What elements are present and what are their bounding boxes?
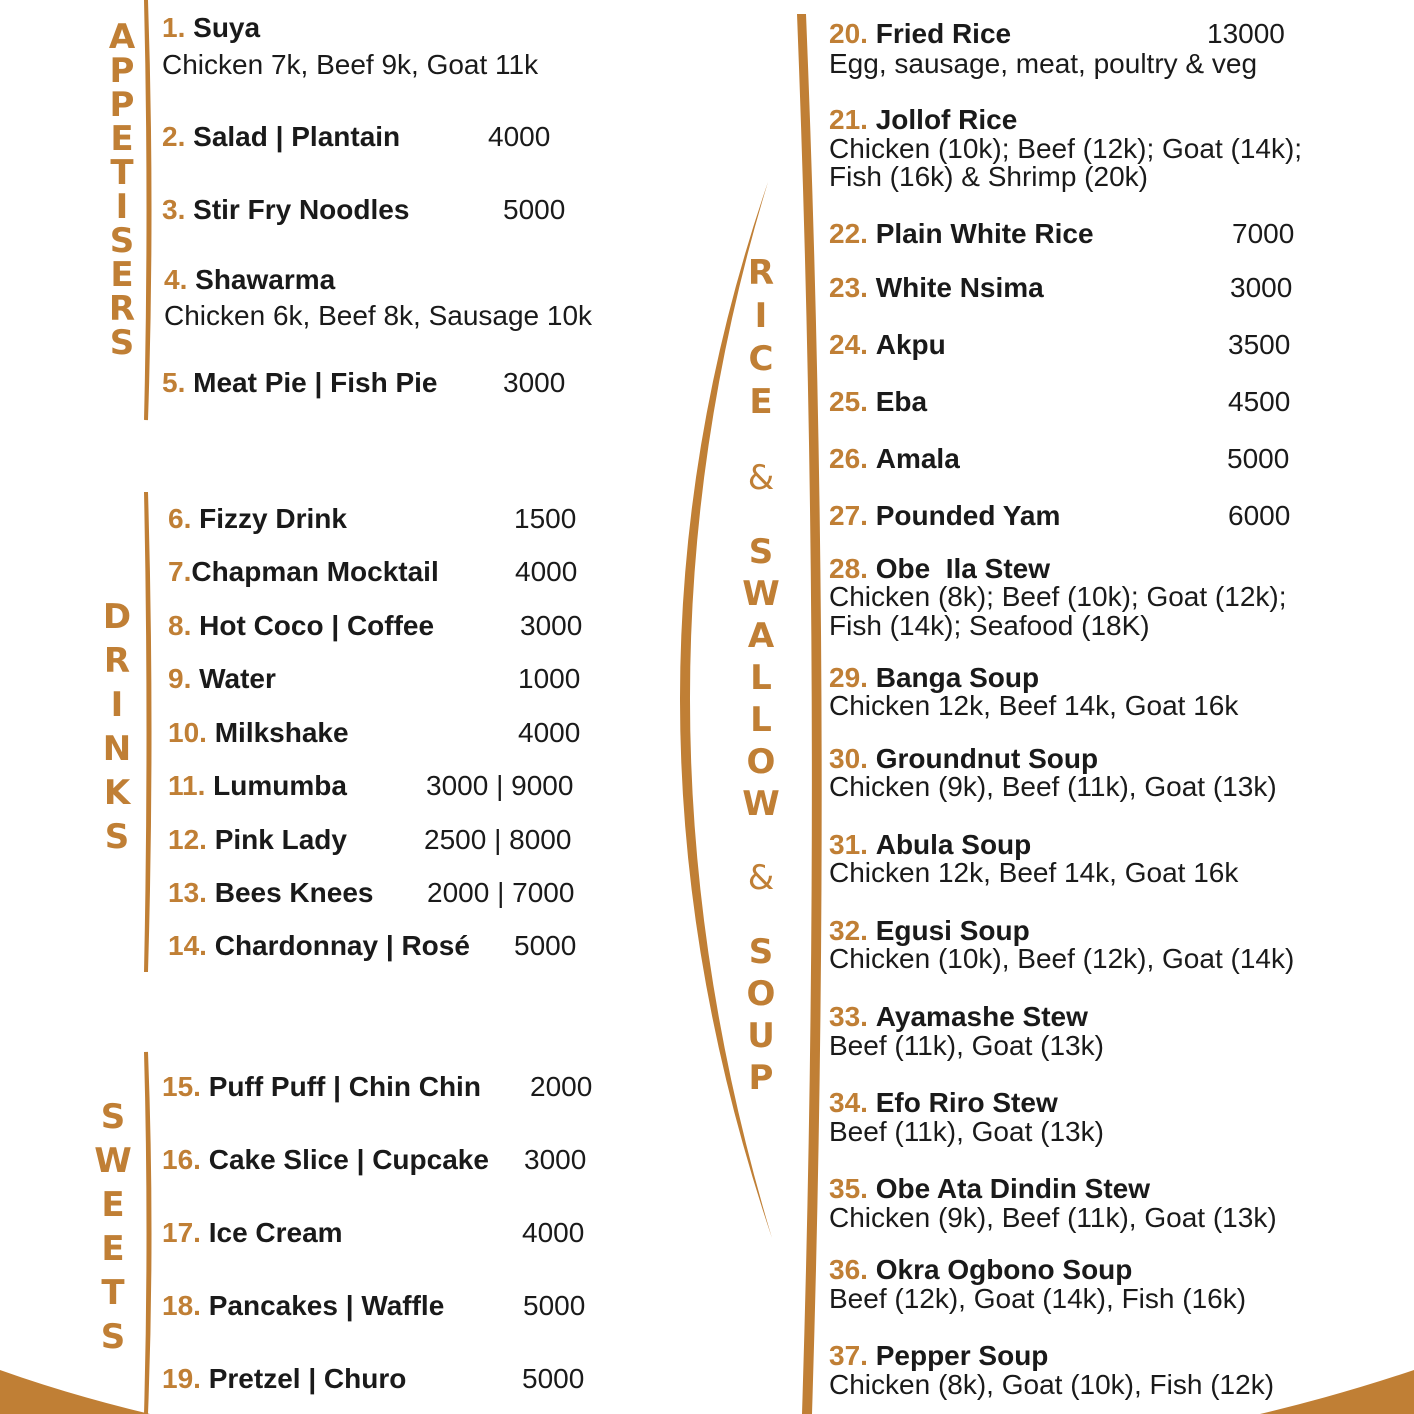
title-letter: W bbox=[94, 1141, 132, 1181]
item-price: 6000 bbox=[1228, 500, 1291, 531]
item-price: 4000 bbox=[518, 717, 581, 748]
item-number: 3. bbox=[162, 194, 186, 225]
menu-item-puff-puff bbox=[162, 1073, 481, 1101]
item-price: 3000 bbox=[520, 610, 583, 641]
title-letter: W bbox=[742, 784, 780, 824]
item-price: 1000 bbox=[518, 663, 581, 694]
title-letter: T bbox=[101, 1273, 125, 1313]
item-price: 1500 bbox=[514, 503, 577, 534]
title-letter: E bbox=[101, 1185, 125, 1225]
title-letter: N bbox=[102, 729, 132, 769]
item-name: Efo Riro Stew bbox=[875, 1087, 1058, 1118]
item-name: Cake Slice | Cupcake bbox=[208, 1144, 489, 1175]
sweets-title bbox=[94, 1097, 132, 1357]
title-letter: T bbox=[110, 153, 134, 193]
menu-item-pepper-soup bbox=[829, 1342, 1048, 1370]
item-number: 7. bbox=[168, 556, 192, 587]
menu-item-chapman bbox=[168, 558, 439, 586]
title-letter: A bbox=[108, 17, 136, 57]
item-description: Beef (11k), Goat (13k) bbox=[829, 1116, 1104, 1147]
title-letter: P bbox=[109, 51, 135, 91]
item-name: Jollof Rice bbox=[875, 104, 1018, 135]
item-price: 2500 | 8000 bbox=[424, 824, 572, 855]
menu-item-shawarma bbox=[164, 266, 335, 294]
item-description: Fish (16k) & Shrimp (20k) bbox=[829, 161, 1148, 192]
item-description: Chicken 12k, Beef 14k, Goat 16k bbox=[829, 857, 1239, 888]
item-price: 5000 bbox=[1227, 443, 1290, 474]
item-price: 4000 bbox=[488, 121, 551, 152]
item-description: Beef (11k), Goat (13k) bbox=[829, 1030, 1104, 1061]
item-name: Akpu bbox=[875, 329, 946, 360]
title-letter: R bbox=[108, 289, 136, 329]
item-price: 5000 bbox=[522, 1363, 585, 1394]
item-number: 2. bbox=[162, 121, 186, 152]
item-description: Chicken (8k), Goat (10k), Fish (12k) bbox=[829, 1369, 1275, 1400]
item-name: Milkshake bbox=[214, 717, 349, 748]
drinks-divider bbox=[146, 492, 150, 972]
item-number: 32. bbox=[829, 915, 868, 946]
item-name: Egusi Soup bbox=[875, 915, 1030, 946]
title-letter: S bbox=[748, 932, 774, 972]
menu-item-cake bbox=[162, 1146, 489, 1174]
item-name: Shawarma bbox=[195, 264, 336, 295]
item-description: Egg, sausage, meat, poultry & veg bbox=[829, 48, 1258, 79]
menu-item-banga-soup bbox=[829, 664, 1039, 692]
menu-item-noodles bbox=[162, 196, 409, 224]
menu-item-akpu bbox=[829, 331, 946, 359]
item-number: 19. bbox=[162, 1363, 201, 1394]
item-name: Water bbox=[199, 663, 276, 694]
sweets-divider bbox=[146, 1052, 150, 1414]
title-letter: K bbox=[103, 773, 131, 813]
item-number: 27. bbox=[829, 500, 868, 531]
item-number: 6. bbox=[168, 503, 192, 534]
item-name: Abula Soup bbox=[875, 829, 1032, 860]
item-description: Chicken (9k), Beef (11k), Goat (13k) bbox=[829, 1202, 1277, 1233]
rice-swallow-soup-title bbox=[742, 253, 780, 1098]
menu-item-okra-ogbono-soup bbox=[829, 1256, 1132, 1284]
menu-item-pounded-yam bbox=[829, 502, 1060, 530]
item-price: 3000 bbox=[1230, 272, 1293, 303]
title-letter: S bbox=[748, 532, 774, 572]
title-letter: S bbox=[100, 1317, 126, 1357]
item-name: Suya bbox=[193, 12, 261, 43]
item-number: 5. bbox=[162, 367, 186, 398]
item-number: 11. bbox=[168, 770, 206, 801]
item-number: 15. bbox=[162, 1071, 201, 1102]
menu-item-jollof-rice bbox=[829, 106, 1017, 134]
item-price: 2000 | 7000 bbox=[427, 877, 575, 908]
item-price: 2000 bbox=[530, 1071, 593, 1102]
item-number: 35. bbox=[829, 1173, 868, 1204]
title-letter: D bbox=[102, 597, 132, 637]
item-name: Stir Fry Noodles bbox=[193, 194, 410, 225]
item-number: 36. bbox=[829, 1254, 868, 1285]
item-name: Salad | Plantain bbox=[193, 121, 401, 152]
item-price: 4000 bbox=[515, 556, 578, 587]
title-letter: E bbox=[749, 382, 773, 422]
item-name: Pancakes | Waffle bbox=[208, 1290, 445, 1321]
item-price: 7000 bbox=[1232, 218, 1295, 249]
menu-item-hot-coco bbox=[168, 612, 434, 640]
menu-item-eba bbox=[829, 388, 927, 416]
title-letter: S bbox=[104, 817, 130, 857]
item-number: 12. bbox=[168, 824, 207, 855]
item-number: 34. bbox=[829, 1087, 868, 1118]
item-number: 21. bbox=[829, 104, 868, 135]
item-description: Chicken (10k), Beef (12k), Goat (14k) bbox=[829, 943, 1295, 974]
menu-item-salad bbox=[162, 123, 400, 151]
item-price: 3000 bbox=[503, 367, 566, 398]
item-description: Chicken (10k); Beef (12k); Goat (14k); bbox=[829, 133, 1303, 164]
menu-item-white-nsima bbox=[829, 274, 1044, 302]
item-number: 1. bbox=[162, 12, 186, 43]
item-number: 33. bbox=[829, 1001, 868, 1032]
item-number: 13. bbox=[168, 877, 207, 908]
title-letter: R bbox=[747, 253, 775, 293]
item-name: Bees Knees bbox=[214, 877, 374, 908]
title-letter: L bbox=[750, 658, 772, 698]
bottom-left-wave bbox=[0, 1370, 150, 1414]
item-name: Obe Ila Stew bbox=[875, 553, 1050, 584]
item-name: Pretzel | Churo bbox=[208, 1363, 407, 1394]
item-name: Fried Rice bbox=[875, 18, 1012, 49]
item-name: Chapman Mocktail bbox=[191, 556, 439, 587]
menu-item-abula-soup bbox=[829, 831, 1031, 859]
title-letter: C bbox=[748, 339, 774, 379]
item-number: 37. bbox=[829, 1340, 868, 1371]
title-letter: A bbox=[747, 616, 775, 656]
menu-item-obe-ata-dindin-stew bbox=[829, 1175, 1150, 1203]
item-name: Eba bbox=[875, 386, 928, 417]
item-price: 3000 | 9000 bbox=[426, 770, 574, 801]
title-letter: L bbox=[750, 700, 772, 740]
item-number: 28. bbox=[829, 553, 868, 584]
item-name: Ayamashe Stew bbox=[875, 1001, 1088, 1032]
item-price: 3500 bbox=[1228, 329, 1291, 360]
title-letter: S bbox=[109, 323, 135, 363]
item-description: Chicken (8k); Beef (10k); Goat (12k); bbox=[829, 581, 1287, 612]
item-number: 17. bbox=[162, 1217, 201, 1248]
item-number: 22. bbox=[829, 218, 868, 249]
title-letter: S bbox=[109, 221, 135, 261]
item-name: White Nsima bbox=[875, 272, 1044, 303]
item-name: Puff Puff | Chin Chin bbox=[208, 1071, 481, 1102]
menu-item-pink-lady bbox=[168, 826, 347, 854]
title-letter: U bbox=[747, 1016, 775, 1056]
menu-item-pretzel bbox=[162, 1365, 406, 1393]
title-letter: E bbox=[101, 1229, 125, 1269]
title-letter: I bbox=[110, 685, 124, 725]
title-letter: W bbox=[742, 574, 780, 614]
menu-item-obe-ila-stew bbox=[829, 555, 1050, 583]
item-description: Chicken 7k, Beef 9k, Goat 11k bbox=[162, 49, 539, 80]
item-description: Chicken (9k), Beef (11k), Goat (13k) bbox=[829, 771, 1277, 802]
drinks-title bbox=[99, 597, 135, 857]
item-name: Okra Ogbono Soup bbox=[875, 1254, 1133, 1285]
item-name: Chardonnay | Rosé bbox=[214, 930, 470, 961]
item-number: 8. bbox=[168, 610, 192, 641]
title-letter: O bbox=[746, 974, 776, 1014]
title-letter: R bbox=[103, 641, 131, 681]
item-name: Hot Coco | Coffee bbox=[199, 610, 435, 641]
title-letter: P bbox=[109, 85, 135, 125]
item-number: 14. bbox=[168, 930, 207, 961]
menu-item-amala bbox=[829, 445, 960, 473]
item-number: 4. bbox=[164, 264, 188, 295]
item-name: Groundnut Soup bbox=[875, 743, 1099, 774]
title-letter: S bbox=[100, 1097, 126, 1137]
item-name: Amala bbox=[875, 443, 960, 474]
item-price: 4500 bbox=[1228, 386, 1291, 417]
item-name: Meat Pie | Fish Pie bbox=[193, 367, 438, 398]
item-name: Ice Cream bbox=[208, 1217, 343, 1248]
menu-item-lumumba bbox=[168, 772, 347, 800]
title-letter: I bbox=[115, 187, 129, 227]
item-name: Plain White Rice bbox=[875, 218, 1094, 249]
item-name: Obe Ata Dindin Stew bbox=[875, 1173, 1151, 1204]
title-letter: O bbox=[746, 742, 776, 782]
appetisers-divider bbox=[146, 0, 150, 420]
item-price: 5000 bbox=[523, 1290, 586, 1321]
item-number: 30. bbox=[829, 743, 868, 774]
title-letter: & bbox=[747, 458, 775, 498]
item-number: 25. bbox=[829, 386, 868, 417]
item-price: 5000 bbox=[503, 194, 566, 225]
main-divider bbox=[797, 14, 822, 1414]
menu-item-plain-white-rice bbox=[829, 220, 1094, 248]
item-price: 5000 bbox=[514, 930, 577, 961]
item-number: 18. bbox=[162, 1290, 201, 1321]
item-number: 31. bbox=[829, 829, 868, 860]
item-price: 4000 bbox=[522, 1217, 585, 1248]
item-number: 20. bbox=[829, 18, 868, 49]
item-price: 3000 bbox=[524, 1144, 587, 1175]
item-description: Chicken 12k, Beef 14k, Goat 16k bbox=[829, 690, 1239, 721]
item-description: Chicken 6k, Beef 8k, Sausage 10k bbox=[164, 300, 593, 331]
menu-item-milkshake bbox=[168, 719, 349, 747]
item-number: 16. bbox=[162, 1144, 201, 1175]
item-number: 23. bbox=[829, 272, 868, 303]
item-name: Banga Soup bbox=[875, 662, 1040, 693]
menu-item-ayamashe-stew bbox=[829, 1003, 1088, 1031]
item-name: Lumumba bbox=[213, 770, 347, 801]
title-letter: E bbox=[110, 119, 134, 159]
title-letter: P bbox=[748, 1058, 774, 1098]
menu-item-bees-knees bbox=[168, 879, 373, 907]
menu-item-pie bbox=[162, 369, 438, 397]
bottom-right-wave bbox=[1260, 1370, 1414, 1414]
item-number: 10. bbox=[168, 717, 207, 748]
menu-item-efo-riro-stew bbox=[829, 1089, 1058, 1117]
appetisers-title bbox=[104, 17, 140, 363]
title-letter: E bbox=[110, 255, 134, 295]
title-letter: I bbox=[754, 296, 768, 336]
menu-item-pancakes bbox=[162, 1292, 444, 1320]
menu-item-ice-cream bbox=[162, 1219, 343, 1247]
title-letter: & bbox=[747, 858, 775, 898]
item-name: Pink Lady bbox=[214, 824, 347, 855]
menu-item-chardonnay bbox=[168, 932, 470, 960]
item-name: Fizzy Drink bbox=[199, 503, 347, 534]
menu-item-fried-rice bbox=[829, 20, 1011, 48]
item-name: Pounded Yam bbox=[875, 500, 1061, 531]
item-description: Fish (14k); Seafood (18K) bbox=[829, 610, 1150, 641]
item-number: 26. bbox=[829, 443, 868, 474]
item-description: Beef (12k), Goat (14k), Fish (16k) bbox=[829, 1283, 1247, 1314]
item-number: 29. bbox=[829, 662, 868, 693]
menu-item-groundnut-soup bbox=[829, 745, 1098, 773]
item-price: 13000 bbox=[1207, 18, 1285, 49]
menu-item-fizzy-drink bbox=[168, 505, 347, 533]
menu-item-suya bbox=[162, 14, 260, 42]
item-number: 24. bbox=[829, 329, 868, 360]
item-name: Pepper Soup bbox=[875, 1340, 1049, 1371]
menu-item-egusi-soup bbox=[829, 917, 1030, 945]
item-number: 9. bbox=[168, 663, 192, 694]
menu-item-water bbox=[168, 665, 276, 693]
